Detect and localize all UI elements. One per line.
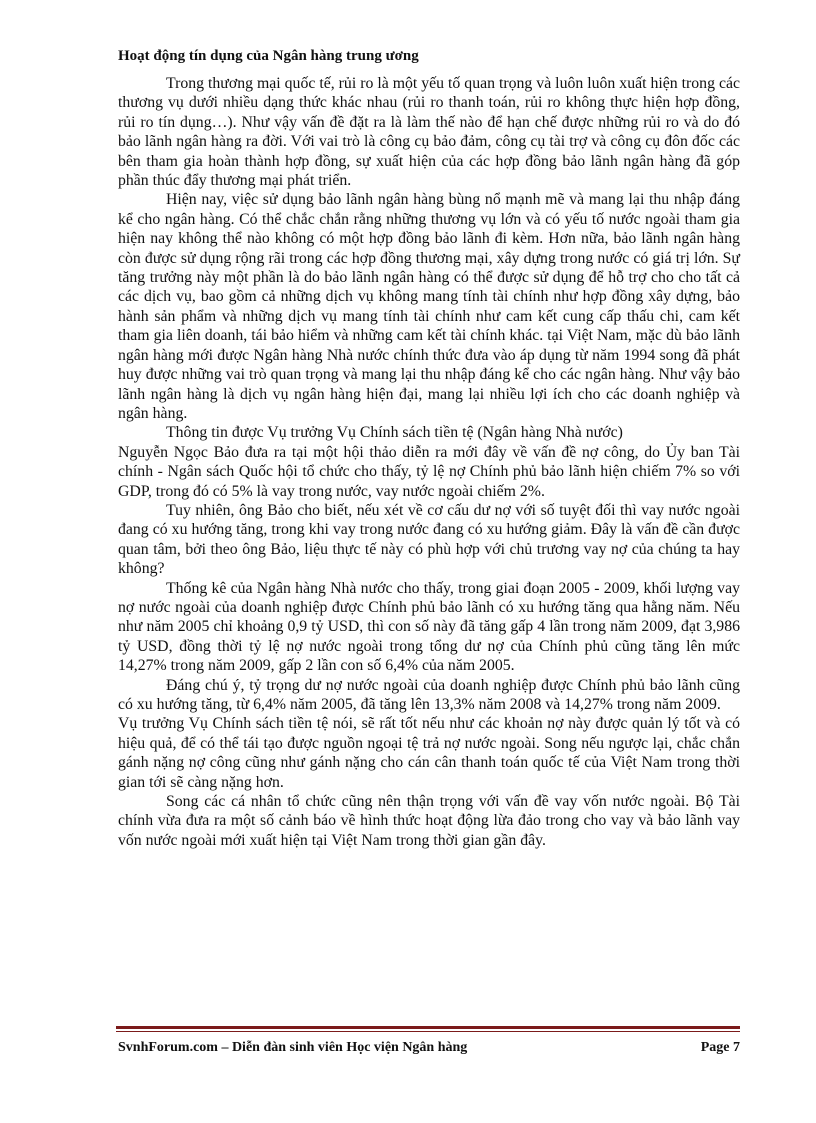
paragraph: Thông tin được Vụ trưởng Vụ Chính sách tiền tệ (Ngân hàng Nhà nước) (166, 424, 623, 442)
article-body (118, 74, 740, 850)
paragraph: Trong thương mại quốc tế, rủi ro là một yếu tố quan trọng và luôn luôn xuất hiện trong các thương vụ dưới nhiều dạng thức khác nhau (rủi ro thanh toán, rủi ro không thực hiện hợp đồng, rủi ro tín dụng…). Như vậy vấn đề đặt ra là làm thế nào để hạn chế được những rủi ro và do đó bảo lãnh ngân hàng ra đời. Với vai trò là công cụ bảo đảm, công cụ tài trợ và công cụ đôn đốc các bên tham gia hoàn thành hợp đồng, sự xuất hiện của các hợp đồng bảo lãnh ngân hàng đã góp phần thúc đẩy thương mại phát triển. (118, 75, 740, 190)
footer-site-text: SvnhForum.com – Diễn đàn sinh viên Học viện Ngân hàng (118, 1040, 468, 1055)
page-number: Page 7 (700, 1040, 740, 1055)
paragraph: Song các cá nhân tổ chức cũng nên thận trọng với vấn đề vay vốn nước ngoài. Bộ Tài chính vừa đưa ra một số cảnh báo về hình thức hoạt động lừa đảo trong cho vay và bảo lãnh vay vốn nước ngoài mới xuất hiện tại Việt Nam trong thời gian gần đây. (118, 793, 740, 849)
footer-divider (116, 1026, 740, 1032)
page-heading: Hoạt động tín dụng của Ngân hàng trung ương (118, 48, 419, 64)
paragraph: Hiện nay, việc sử dụng bảo lãnh ngân hàng bùng nổ mạnh mẽ và mang lại thu nhập đáng kể cho ngân hàng. Có thể chắc chắn rằng những thương vụ lớn và có yếu tố nước ngoài tham gia hiện nay không thể nào không có một hợp đồng bảo lãnh đi kèm. Hơn nữa, bảo lãnh ngân hàng còn được sử dụng rộng rãi trong các hợp đồng thương mại, xây dựng trong nước có giá trị lớn. Sự tăng trưởng này một phần là do bảo lãnh ngân hàng có thể được sử dụng để hỗ trợ cho cho tất cả các dịch vụ, bao gồm cả những dịch vụ không mang tính tài chính như hợp đồng xây dựng, bảo hành sản phẩm và những dịch vụ mang tính tài chính như cam kết cung cấp thấu chi, cam kết tham gia liên doanh, tái bảo hiểm và những cam kết tài chính khác. tại Việt Nam, mặc dù bảo lãnh ngân hàng mới được Ngân hàng Nhà nước chính thức đưa vào áp dụng từ năm 1994 song đã phát huy được những vai trò quan trọng và mang lại thu nhập đáng kể cho các ngân hàng. Như vậy bảo lãnh ngân hàng là dịch vụ ngân hàng hiện đại, mang lại nhiều lợi ích cho các doanh nghiệp và ngân hàng. (118, 191, 740, 422)
paragraph: Nguyễn Ngọc Bảo đưa ra tại một hội thảo diễn ra mới đây về vấn đề nợ công, do Ủy ban Tài chính - Ngân sách Quốc hội tổ chức cho thấy, tỷ lệ nợ Chính phủ bảo lãnh hiện chiếm 7% so với GDP, trong đó có 5% là vay trong nước, vay nước ngoài chiếm 2%. (118, 443, 740, 500)
page-footer (118, 1040, 740, 1056)
paragraph: Thống kê của Ngân hàng Nhà nước cho thấy, trong giai đoạn 2005 - 2009, khối lượng vay nợ nước ngoài của doanh nghiệp được Chính phủ bảo lãnh có xu hướng tăng qua hằng năm. Nếu như năm 2005 chỉ khoảng 0,9 tỷ USD, thì con số này đã tăng gấp 4 lần trong năm 2009, đạt 3,986 tỷ USD, đồng thời tỷ lệ nợ nước ngoài trong tổng dư nợ của Chính phủ cũng tăng lên mức 14,27% trong năm 2009, gấp 2 lần con số 6,4% của năm 2005. (118, 579, 740, 675)
paragraph: Đáng chú ý, tỷ trọng dư nợ nước ngoài của doanh nghiệp được Chính phủ bảo lãnh cũng có xu hướng tăng, từ 6,4% năm 2005, đã tăng lên 13,3% năm 2008 và 14,27% trong năm 2009. (118, 676, 740, 713)
paragraph: Tuy nhiên, ông Bảo cho biết, nếu xét về cơ cấu dư nợ với số tuyệt đối thì vay nước ngoài đang có xu hướng tăng, trong khi vay trong nước đang có xu hướng giảm. Đây là vấn đề cần được quan tâm, bởi theo ông Bảo, liệu thực tế này có phù hợp với chủ trương vay nợ của chúng ta hay không? (118, 501, 740, 578)
paragraph: Vụ trưởng Vụ Chính sách tiền tệ nói, sẽ rất tốt nếu như các khoản nợ này được quản lý tốt và có hiệu quả, để có thể tái tạo được nguồn ngoại tệ trả nợ nước ngoài. Song nếu ngược lại, chắc chắn gánh nặng nợ công cũng như gánh nặng cho cán cân thanh toán quốc tế của Việt Nam trong thời gian tới sẽ càng nặng hơn. (118, 715, 740, 791)
